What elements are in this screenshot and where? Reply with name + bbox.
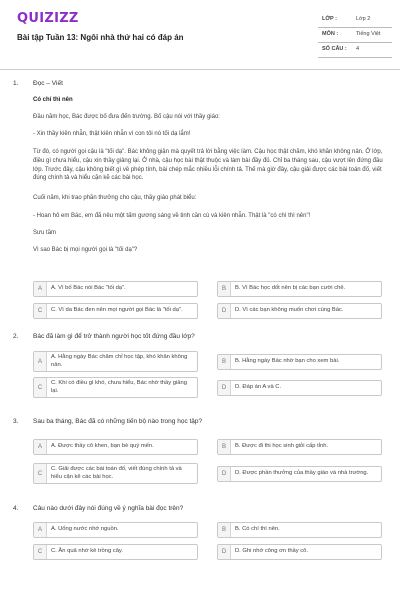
question-number: 3. xyxy=(13,418,19,425)
question-text: Bác đã làm gì để trở thành người học tốt đứng đầu lớp? xyxy=(33,333,195,340)
passage-paragraph: Từ đó, có người gọi cậu là "tối dạ". Bác không giận mà quyết trả lời bằng việc làm. Cậu học thật chăm, khó khăn không nản. Ở lớp, điều gì chưa hiểu, cậu xin thầy giảng lại. Ở nhà, cậu học bài thật thuộc và làm bài đầy đủ. Chỉ ba tháng sau, cậu vượt lên đứng đầu lớp. Trước đây, cậu không biết gì về phép tính, bài chép mắc nhiều lỗi chính tả. Thế mà giờ đây, cậu giải được các bài toán đố, viết đúng chính tả và hiểu cặn kẽ các bài học. xyxy=(33,149,383,182)
meta-count-label: SỐ CÂU : xyxy=(322,46,347,52)
option-text: B. Được đi thi học sinh giỏi cấp tỉnh. xyxy=(235,443,329,450)
passage-paragraph: Đầu năm học, Bác được bố đưa đến trường. Bố cậu nói với thầy giáo: xyxy=(33,114,220,120)
meta-divider xyxy=(318,27,392,28)
meta-divider xyxy=(318,57,392,58)
passage-paragraph: - Hoan hô em Bác, em đã nêu một tấm gương sáng về tinh cần cù và kiên nhẫn. Thật là "có chí thì nên"! xyxy=(33,213,311,219)
option-text: C. Vì da Bác đen nên mọi người gọi Bác là "tối dạ". xyxy=(51,307,183,314)
answer-option-d[interactable] xyxy=(217,466,382,482)
answer-option-b[interactable] xyxy=(217,354,382,370)
option-text: A. Vì bố Bác nói Bác "tối dạ". xyxy=(51,285,126,292)
option-letter: B xyxy=(218,523,231,537)
answer-option-d[interactable] xyxy=(217,544,382,560)
option-text: D. Đáp án A và C. xyxy=(235,384,282,391)
option-text: D. Vì các bạn không muốn chơi cùng Bác. xyxy=(235,307,344,314)
meta-grade-value: Lớp 2 xyxy=(356,16,371,22)
question-number: 4. xyxy=(13,505,19,512)
question-number: 2. xyxy=(13,333,19,340)
option-text: A. Uống nước nhớ nguồn. xyxy=(51,526,119,533)
passage-heading: Đọc – Viết xyxy=(33,80,63,87)
answer-option-c[interactable] xyxy=(33,303,198,319)
answer-option-d[interactable] xyxy=(217,303,382,319)
answer-option-a[interactable] xyxy=(33,351,198,372)
passage-title: Có chí thì nên xyxy=(33,97,73,103)
option-letter: B xyxy=(218,440,231,454)
passage-source: Sưu tầm xyxy=(33,230,57,236)
option-letter: D xyxy=(218,304,231,318)
meta-grade-label: LỚP : xyxy=(322,16,337,22)
option-letter: B xyxy=(218,355,231,369)
option-text: B. Vì Bác học dốt nên bị các bạn cười chê. xyxy=(235,285,346,292)
answer-option-c[interactable] xyxy=(33,377,198,398)
answer-option-a[interactable] xyxy=(33,281,198,297)
meta-count-value: 4 xyxy=(356,46,360,52)
answer-option-a[interactable] xyxy=(33,522,198,538)
meta-subject-value: Tiếng Việt xyxy=(356,31,381,37)
option-letter: C xyxy=(34,304,47,318)
option-text: A. Hằng ngày Bác chăm chỉ học tập, khó khăn không nản. xyxy=(51,354,188,368)
option-letter: D xyxy=(218,381,231,395)
question-text: Vì sao Bác bị mọi người gọi là "tối dạ"? xyxy=(33,247,138,253)
answer-option-d[interactable] xyxy=(217,380,382,396)
question-number: 1. xyxy=(13,80,19,87)
passage-paragraph: - Xin thầy kiên nhẫn, thật kiên nhẫn vì con tôi nó tối dạ lắm! xyxy=(33,131,191,137)
option-text: D. Được phần thưởng của thầy giáo và nhà trường. xyxy=(235,470,369,477)
quizizz-logo: QUIZIZZ xyxy=(17,11,79,26)
option-letter: A xyxy=(34,282,47,296)
meta-subject-label: MÔN : xyxy=(322,31,339,37)
option-letter: B xyxy=(218,282,231,296)
option-letter: C xyxy=(34,378,47,397)
option-letter: C xyxy=(34,545,47,559)
option-text: C. Ăn quả nhớ kẻ trồng cây. xyxy=(51,548,124,555)
answer-option-b[interactable] xyxy=(217,281,382,297)
option-letter: C xyxy=(34,464,47,483)
question-text: Sau ba tháng, Bác đã có những tiến bộ nào trong học tập? xyxy=(33,418,203,425)
option-text: A. Được thầy cô khen, bạn bè quý mến. xyxy=(51,443,154,450)
answer-option-c[interactable] xyxy=(33,544,198,560)
answer-option-a[interactable] xyxy=(33,439,198,455)
header-divider xyxy=(0,69,400,70)
option-letter: D xyxy=(218,467,231,481)
passage-paragraph: Cuối năm, khi trao phần thưởng cho cậu, thầy giáo phát biểu: xyxy=(33,195,197,201)
question-text: Câu nào dưới đây nói đúng về ý nghĩa bài đọc trên? xyxy=(33,505,184,512)
meta-divider xyxy=(318,42,392,43)
option-text: D. Ghi nhớ công ơn thầy cô. xyxy=(235,548,309,555)
option-text: B. Hằng ngày Bác nhờ bạn cho xem bài. xyxy=(235,358,340,365)
option-letter: D xyxy=(218,545,231,559)
option-text: C. Khi có điều gì khó, chưa hiểu, Bác nhờ thầy giảng lại. xyxy=(51,380,187,394)
option-letter: A xyxy=(34,440,47,454)
option-text: B. Có chí thì nên. xyxy=(235,526,280,533)
answer-option-b[interactable] xyxy=(217,522,382,538)
option-letter: A xyxy=(34,523,47,537)
option-text: C. Giải được các bài toán đố, viết đúng chính tả và hiểu cặn kẽ các bài học. xyxy=(51,466,182,480)
worksheet-title: Bài tập Tuần 13: Ngôi nhà thứ hai có đáp án xyxy=(17,33,184,42)
option-letter: A xyxy=(34,352,47,371)
answer-option-b[interactable] xyxy=(217,439,382,455)
answer-option-c[interactable] xyxy=(33,463,198,484)
